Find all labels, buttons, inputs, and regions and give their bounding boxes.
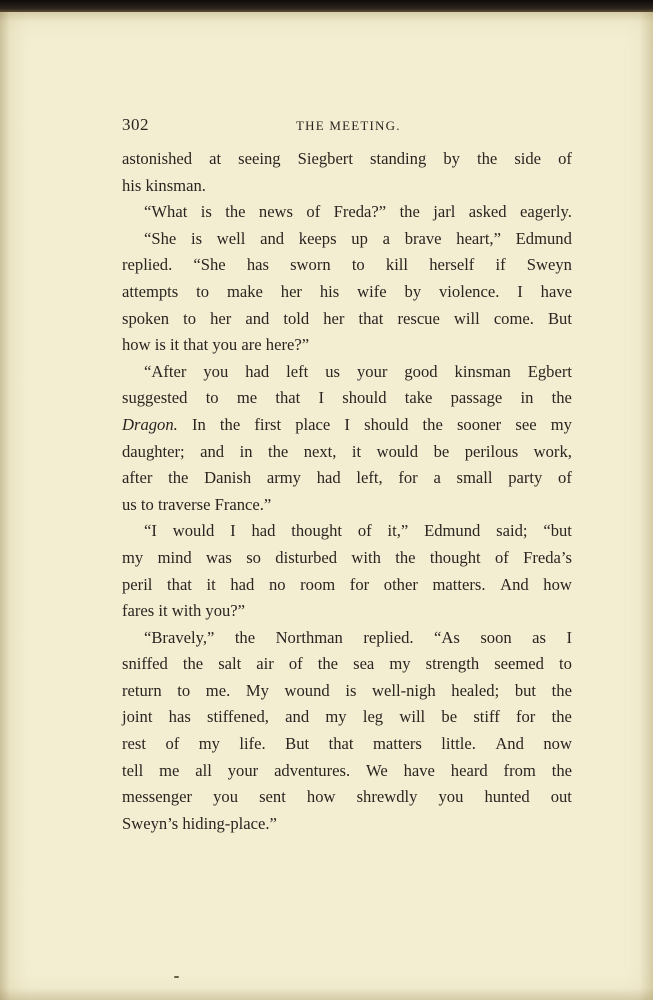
text-line: “I would I had thought of it,” Edmund said; “but <box>144 521 572 541</box>
text-line: “She is well and keeps up a brave heart,” Edmund <box>144 228 572 248</box>
text-line: how is it that you are here?” <box>122 335 310 355</box>
book-top-edge <box>0 0 653 12</box>
text-line: spoken to her and told her that rescue will come. But <box>122 308 572 328</box>
paper-speck <box>174 976 179 978</box>
text-line: fares it with you?” <box>122 601 246 621</box>
text-line: Dragon. In the first place I should the sooner see my <box>122 414 572 434</box>
text-line: us to traverse France.” <box>122 494 272 514</box>
text-line: return to me. My wound is well-nigh healed; but the <box>122 680 572 700</box>
text-line: astonished at seeing Siegbert standing by the side of <box>122 149 572 168</box>
chapter-title: THE MEETING. <box>296 118 401 133</box>
text-line: “Bravely,” the Northman replied. “As soon as I <box>144 627 572 647</box>
text-line: messenger you sent how shrewdly you hunted out <box>122 787 572 807</box>
text-line: suggested to me that I should take passage in the <box>122 388 572 408</box>
text-line: “After you had left us your good kinsman Egbert <box>144 361 572 381</box>
running-head <box>122 115 572 137</box>
page-number: 302 <box>122 115 149 134</box>
text-line: “What is the news of Freda?” the jarl asked eagerly. <box>144 202 572 222</box>
text-line: his kinsman. <box>122 175 206 195</box>
text-line: after the Danish army had left, for a small party of <box>122 468 572 488</box>
text-line: rest of my life. But that matters little. And now <box>122 734 572 754</box>
body-text <box>122 146 572 837</box>
text-line: sniffed the salt air of the sea my strength seemed to <box>122 654 572 674</box>
text-line: daughter; and in the next, it would be perilous work, <box>122 441 572 461</box>
text-line: tell me all your adventures. We have heard from the <box>122 760 572 780</box>
text-line: peril that it had no room for other matters. And how <box>122 574 572 594</box>
text-line: replied. “She has sworn to kill herself if Sweyn <box>122 255 572 275</box>
text-line: Sweyn’s hiding-place.” <box>122 813 277 833</box>
text-line: joint has stiffened, and my leg will be stiff for the <box>122 707 572 727</box>
text-line: my mind was so disturbed with the thought of Freda’s <box>122 547 572 567</box>
text-line: attempts to make her his wife by violence. I have <box>122 281 572 301</box>
